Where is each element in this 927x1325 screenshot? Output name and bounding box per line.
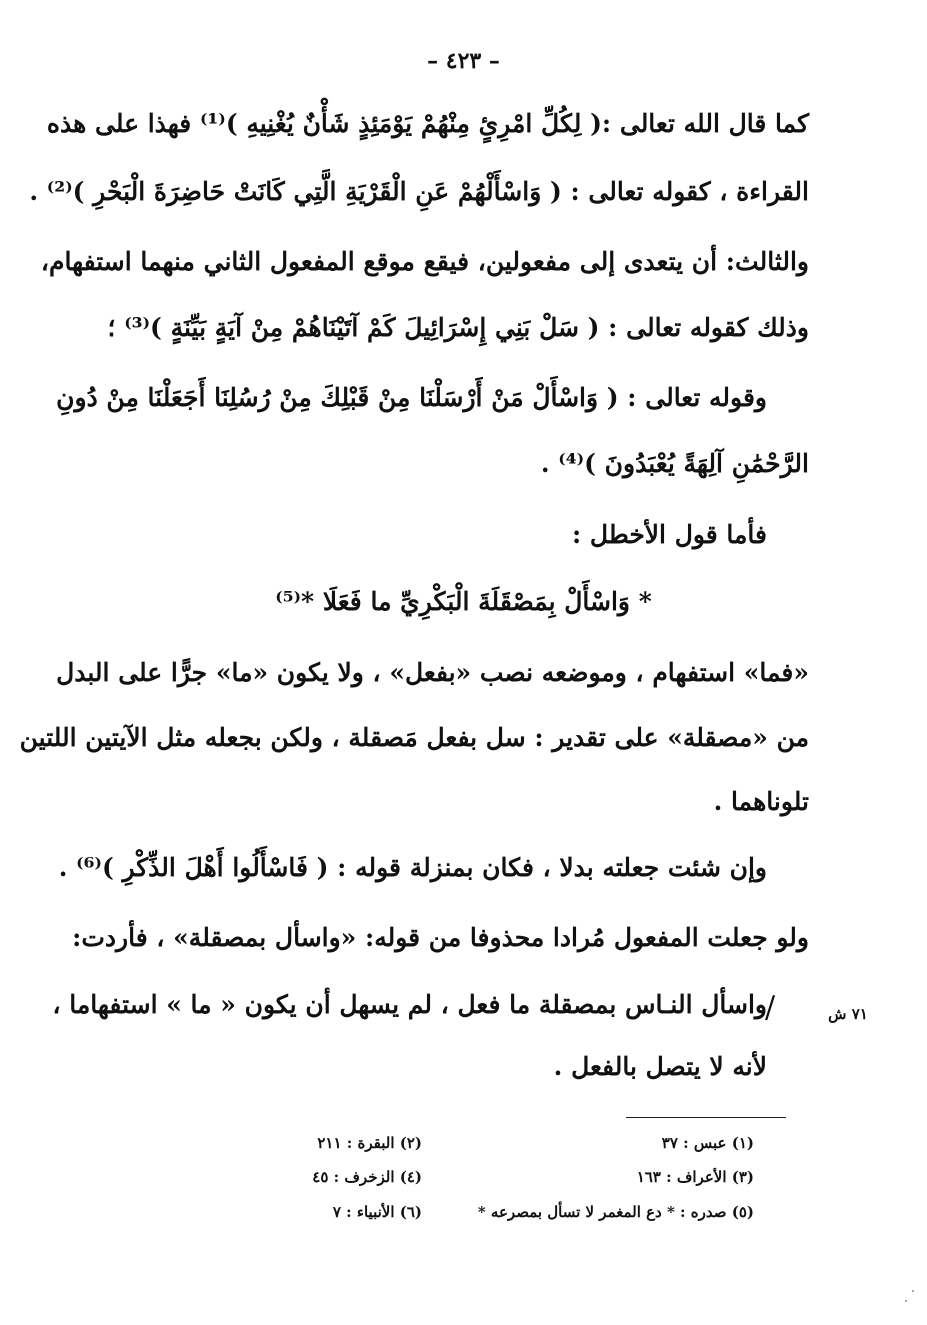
text-line-4: وذلك كقوله تعالى : ( سَلْ بَنِي إِسْرَائِيلَ كَمْ آتَيْنَاهُمْ مِنْ آيَةٍ بَيِّنَةٍ )⁽³⁾ ؛	[107, 313, 809, 342]
text-line-14: واسأل النـاس بمصقلة ما فعل ، لم يسهل أن يكون « ما » استفهاما ،	[52, 990, 767, 1019]
footnote-2: (٢) البقرة : ٢١١	[317, 1134, 422, 1152]
text-line-9: «فما» استفهام ، وموضعه نصب «بفعل» ، ولا يكون «ما» جرًّا على البدل	[56, 658, 809, 687]
footnote-3: (٣) الأعراف : ١٦٣	[636, 1168, 754, 1186]
margin-slash-mark: /	[765, 990, 776, 1025]
text-line-10: من «مصقلة» على تقدير : سل بفعل مَصقلة ، ولكن بجعله مثل الآيتين اللتين	[19, 723, 809, 752]
text-line-6: الرَّحْمَٰنِ آلِهَةً يُعْبَدُونَ )⁽⁴⁾ .	[540, 449, 809, 478]
text-line-11: تلوناهما .	[713, 787, 809, 816]
text-line-5: وقوله تعالى : ( وَاسْأَلْ مَنْ أَرْسَلْنَا مِنْ قَبْلِكَ مِنْ رُسُلِنَا أَجَعَلْنَا مِنْ دُونِ	[56, 383, 767, 412]
text-line-12: وإن شئت جعلته بدلا ، فكان بمنزلة قوله : ( فَاسْأَلُوا أَهْلَ الذِّكْرِ )⁽⁶⁾ .	[58, 853, 767, 882]
scan-speck	[912, 1290, 914, 1292]
poem-verse: * وَاسْأَلْ بِمَصْقَلَةَ الْبَكْرِيِّ ما فَعَلَا *⁽⁵⁾	[275, 587, 652, 616]
text-line-7: فأما قول الأخطل :	[571, 520, 767, 549]
footnote-5: (٥) صدره : * دع المغمر لا تسأل بمصرعه *	[477, 1203, 754, 1221]
text-line-2: القراءة ، كقوله تعالى : ( وَاسْأَلْهُمْ عَنِ الْقَرْيَةِ الَّتِي كَانَتْ حَاضِرَةَ الْبَحْرِ )⁽²⁾ .	[29, 177, 809, 206]
text-line-1: كما قال الله تعالى :( لِكُلِّ امْرِئٍ مِنْهُمْ يَوْمَئِذٍ شَأْنٌ يُغْنِيهِ )⁽¹⁾ فهذا على هذه	[46, 109, 809, 138]
text-line-13: ولو جعلت المفعول مُرادا محذوفا من قوله: «واسأل بمصقلة» ، فأردت:	[72, 923, 809, 952]
footnote-1: (١) عبس : ٣٧	[661, 1134, 754, 1152]
page-number: – ٤٢٣ –	[427, 48, 500, 74]
footnote-divider	[626, 1117, 786, 1118]
margin-note: ٧١ ش	[828, 1005, 868, 1023]
footnote-4: (٤) الزخرف : ٤٥	[312, 1168, 422, 1186]
footnote-6: (٦) الأنبياء : ٧	[332, 1203, 422, 1221]
text-line-15: لأنه لا يتصل بالفعل .	[553, 1052, 767, 1081]
text-line-3: والثالث: أن يتعدى إلى مفعولين، فيقع موقع المفعول الثاني منهما استفهام،	[40, 247, 809, 276]
scan-speck	[905, 1300, 907, 1302]
